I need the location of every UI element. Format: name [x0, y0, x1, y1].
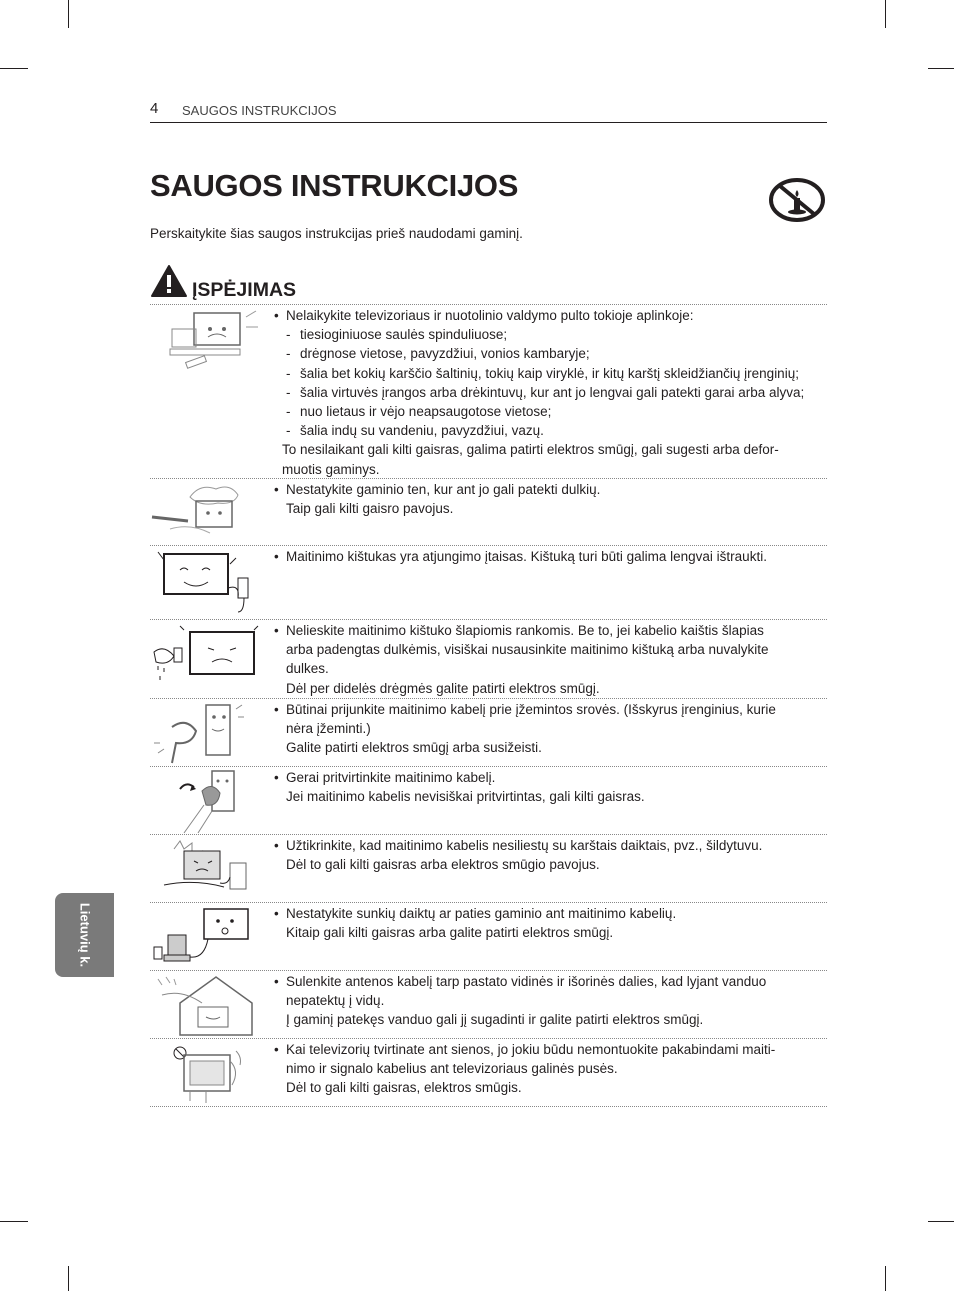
line-text: To nesilaikant gali kilti gaisras, galima patirti elektros smūgį, gali sugesti arba defor- [282, 442, 779, 458]
line-text: Nelieskite maitinimo kištuko šlapiomis rankomis. Be to, jei kabelio kaištis šlapias [286, 623, 764, 638]
line-text: šalia virtuvės įrangos arba drėkintuvų, kur ant jo lengvai gali patekti garai arba alyva; [300, 384, 805, 400]
row-text [274, 621, 819, 698]
heavy-object-cable-illustration [150, 905, 270, 971]
line-text: Būtinai prijunkite maitinimo kabelį prie įžemintos srovės. (Išskyrus įrenginius, kurie [286, 702, 776, 717]
line-text: arba padengtas dulkėmis, visiškai nusausinkite maitinimo kištuką arba nuvalykite [286, 642, 769, 658]
table-row [150, 767, 827, 835]
row-text [274, 768, 819, 806]
table-row [150, 971, 827, 1039]
crop-mark [68, 0, 69, 28]
page-title: SAUGOS INSTRUKCIJOS [150, 168, 519, 203]
line-text: Nestatykite sunkių daiktų ar paties gaminio ant maitinimo kabelių. [286, 906, 677, 921]
line-text: Užtikrinkite, kad maitinimo kabelis nesiliestų su karštais daiktais, pvz., šildytuvu. [286, 838, 763, 853]
dash-line: - šalia bet kokių karščio šaltinių, tokių kaip viryklė, ir kitų karštį skleidžiančių įrenginių; [274, 364, 819, 383]
line-text: Taip gali kilti gaisro pavojus. [286, 501, 454, 517]
line-text: Į gaminį patekęs vanduo gali jį sugadinti ir galite patirti elektros smūgį. [286, 1012, 704, 1028]
line-text: nėra įžeminti.) [286, 721, 371, 737]
table-row [150, 699, 827, 767]
bullet-line: • Nelaikykite televizoriaus ir nuotolinio valdymo pulto tokioje aplinkoje: [274, 306, 819, 325]
dash-line: - drėgnose vietose, pavyzdžiui, vonios kambaryje; [274, 344, 819, 363]
line-text: muotis gaminys. [282, 461, 380, 477]
bullet-line: • Nestatykite gaminio ten, kur ant jo gali patekti dulkių. [274, 480, 819, 499]
warning-label: ĮSPĖJIMAS [192, 279, 297, 301]
tv-dust-illustration [150, 481, 270, 541]
page-number: 4 [150, 100, 159, 117]
antenna-cable-illustration [150, 973, 270, 1039]
table-row [150, 835, 827, 903]
crop-mark [68, 1266, 69, 1291]
line-text: Nestatykite gaminio ten, kur ant jo gali patekti dulkių. [286, 482, 601, 497]
table-row [150, 620, 827, 699]
crop-mark [0, 68, 28, 69]
line-text: šalia indų su vandeniu, pavyzdžiui, vazų. [300, 423, 544, 439]
bullet-line: • Gerai pritvirtinkite maitinimo kabelį. [274, 768, 819, 787]
row-text [274, 700, 819, 758]
bullet-line: • Nestatykite sunkių daiktų ar paties gaminio ant maitinimo kabelių. [274, 904, 819, 923]
bullet-line: • Sulenkite antenos kabelį tarp pastato vidinės ir išorinės dalies, kad lyjant vanduo [274, 972, 819, 991]
crop-mark [885, 1266, 886, 1291]
dash-line: - šalia virtuvės įrangos arba drėkintuvų, kur ant jo lengvai gali patekti garai arba alyva; [274, 383, 819, 402]
tv-environment-illustration [150, 307, 270, 377]
line-text: Kitaip gali kilti gaisras arba galite patirti elektros smūgį. [286, 925, 614, 941]
line-text: Dėl to gali kilti gaisras arba elektros smūgio pavojus. [286, 857, 600, 873]
no-candle-icon [768, 176, 828, 224]
bullet-line: • Nelieskite maitinimo kištuko šlapiomis rankomis. Be to, jei kabelio kaištis šlapias [274, 621, 819, 640]
dash-line: - nuo lietaus ir vėjo neapsaugotose vietose; [274, 402, 819, 421]
row-text [274, 306, 819, 479]
language-tab-label: Lietuvių k. [77, 902, 92, 968]
running-header [150, 100, 827, 123]
bullet-line: • Būtinai prijunkite maitinimo kabelį prie įžemintos srovės. (Išskyrus įrenginius, kurie [274, 700, 819, 719]
line-text: tiesioginiuose saulės spinduliuose; [300, 327, 508, 343]
dash-line: - tiesioginiuose saulės spinduliuose; [274, 325, 819, 344]
table-row [150, 305, 827, 479]
row-text [274, 836, 819, 874]
line-text: Gerai pritvirtinkite maitinimo kabelį. [286, 770, 496, 785]
table-row [150, 903, 827, 971]
line-text: Maitinimo kištukas yra atjungimo įtaisas. Kištuką turi būti galima lengvai ištraukti. [286, 549, 767, 564]
crop-mark [928, 1221, 954, 1222]
heater-cable-illustration [150, 837, 270, 903]
bullet-line: • Užtikrinkite, kad maitinimo kabelis nesiliestų su karštais daiktais, pvz., šildytuvu. [274, 836, 819, 855]
table-row [150, 479, 827, 546]
crop-mark [0, 1221, 28, 1222]
line-text: nepatektų į vidų. [286, 993, 385, 1009]
row-text [274, 904, 819, 942]
line-text: nuo lietaus ir vėjo neapsaugotose vietose; [300, 404, 552, 420]
row-text [274, 547, 819, 566]
warning-triangle-icon [150, 264, 188, 298]
bullet-line: • Maitinimo kištukas yra atjungimo įtaisas. Kištuką turi būti galima lengvai ištraukti. [274, 547, 819, 566]
line-text: drėgnose vietose, pavyzdžiui, vonios kambaryje; [300, 346, 590, 362]
line-text: šalia bet kokių karščio šaltinių, tokių kaip viryklė, ir kitų karštį skleidžiančių įrenginių; [300, 365, 799, 381]
language-tab [55, 893, 114, 977]
secure-cable-illustration [150, 769, 270, 835]
line-text: Nelaikykite televizoriaus ir nuotolinio valdymo pulto tokioje aplinkoje: [286, 308, 694, 323]
tv-plug-illustration [150, 548, 270, 618]
row-text [274, 972, 819, 1030]
line-text: nimo ir signalo kabelius ant televizoriaus galinės pusės. [286, 1061, 618, 1077]
header-title: SAUGOS INSTRUKCIJOS [182, 103, 337, 118]
wall-mount-cable-illustration [150, 1041, 270, 1107]
line-text: dulkes. [286, 661, 329, 677]
wet-hands-plug-illustration [150, 622, 270, 692]
intro-text: Perskaitykite šias saugos instrukcijas prieš naudodami gaminį. [150, 226, 523, 241]
grounded-outlet-illustration [150, 701, 270, 767]
line-text: Dėl to gali kilti gaisras, elektros smūgis. [286, 1080, 522, 1096]
table-row [150, 546, 827, 620]
line-text: Kai televizorių tvirtinate ant sienos, jo jokiu būdu nemontuokite pakabindami maiti- [286, 1042, 776, 1057]
line-text: Dėl per didelės drėgmės galite patirti elektros smūgį. [286, 680, 600, 696]
line-text: Galite patirti elektros smūgį arba susižeisti. [286, 740, 542, 756]
line-text: Jei maitinimo kabelis nevisiškai pritvirtintas, gali kilti gaisras. [286, 789, 645, 805]
dash-line: - šalia indų su vandeniu, pavyzdžiui, vazų. [274, 421, 819, 440]
crop-mark [928, 68, 954, 69]
row-text [274, 1040, 819, 1098]
crop-mark [885, 0, 886, 28]
warning-table [150, 304, 827, 1107]
bullet-line: • Kai televizorių tvirtinate ant sienos, jo jokiu būdu nemontuokite pakabindami maiti- [274, 1040, 819, 1059]
table-row [150, 1039, 827, 1107]
line-text: Sulenkite antenos kabelį tarp pastato vidinės ir išorinės dalies, kad lyjant vanduo [286, 974, 767, 989]
row-text [274, 480, 819, 518]
